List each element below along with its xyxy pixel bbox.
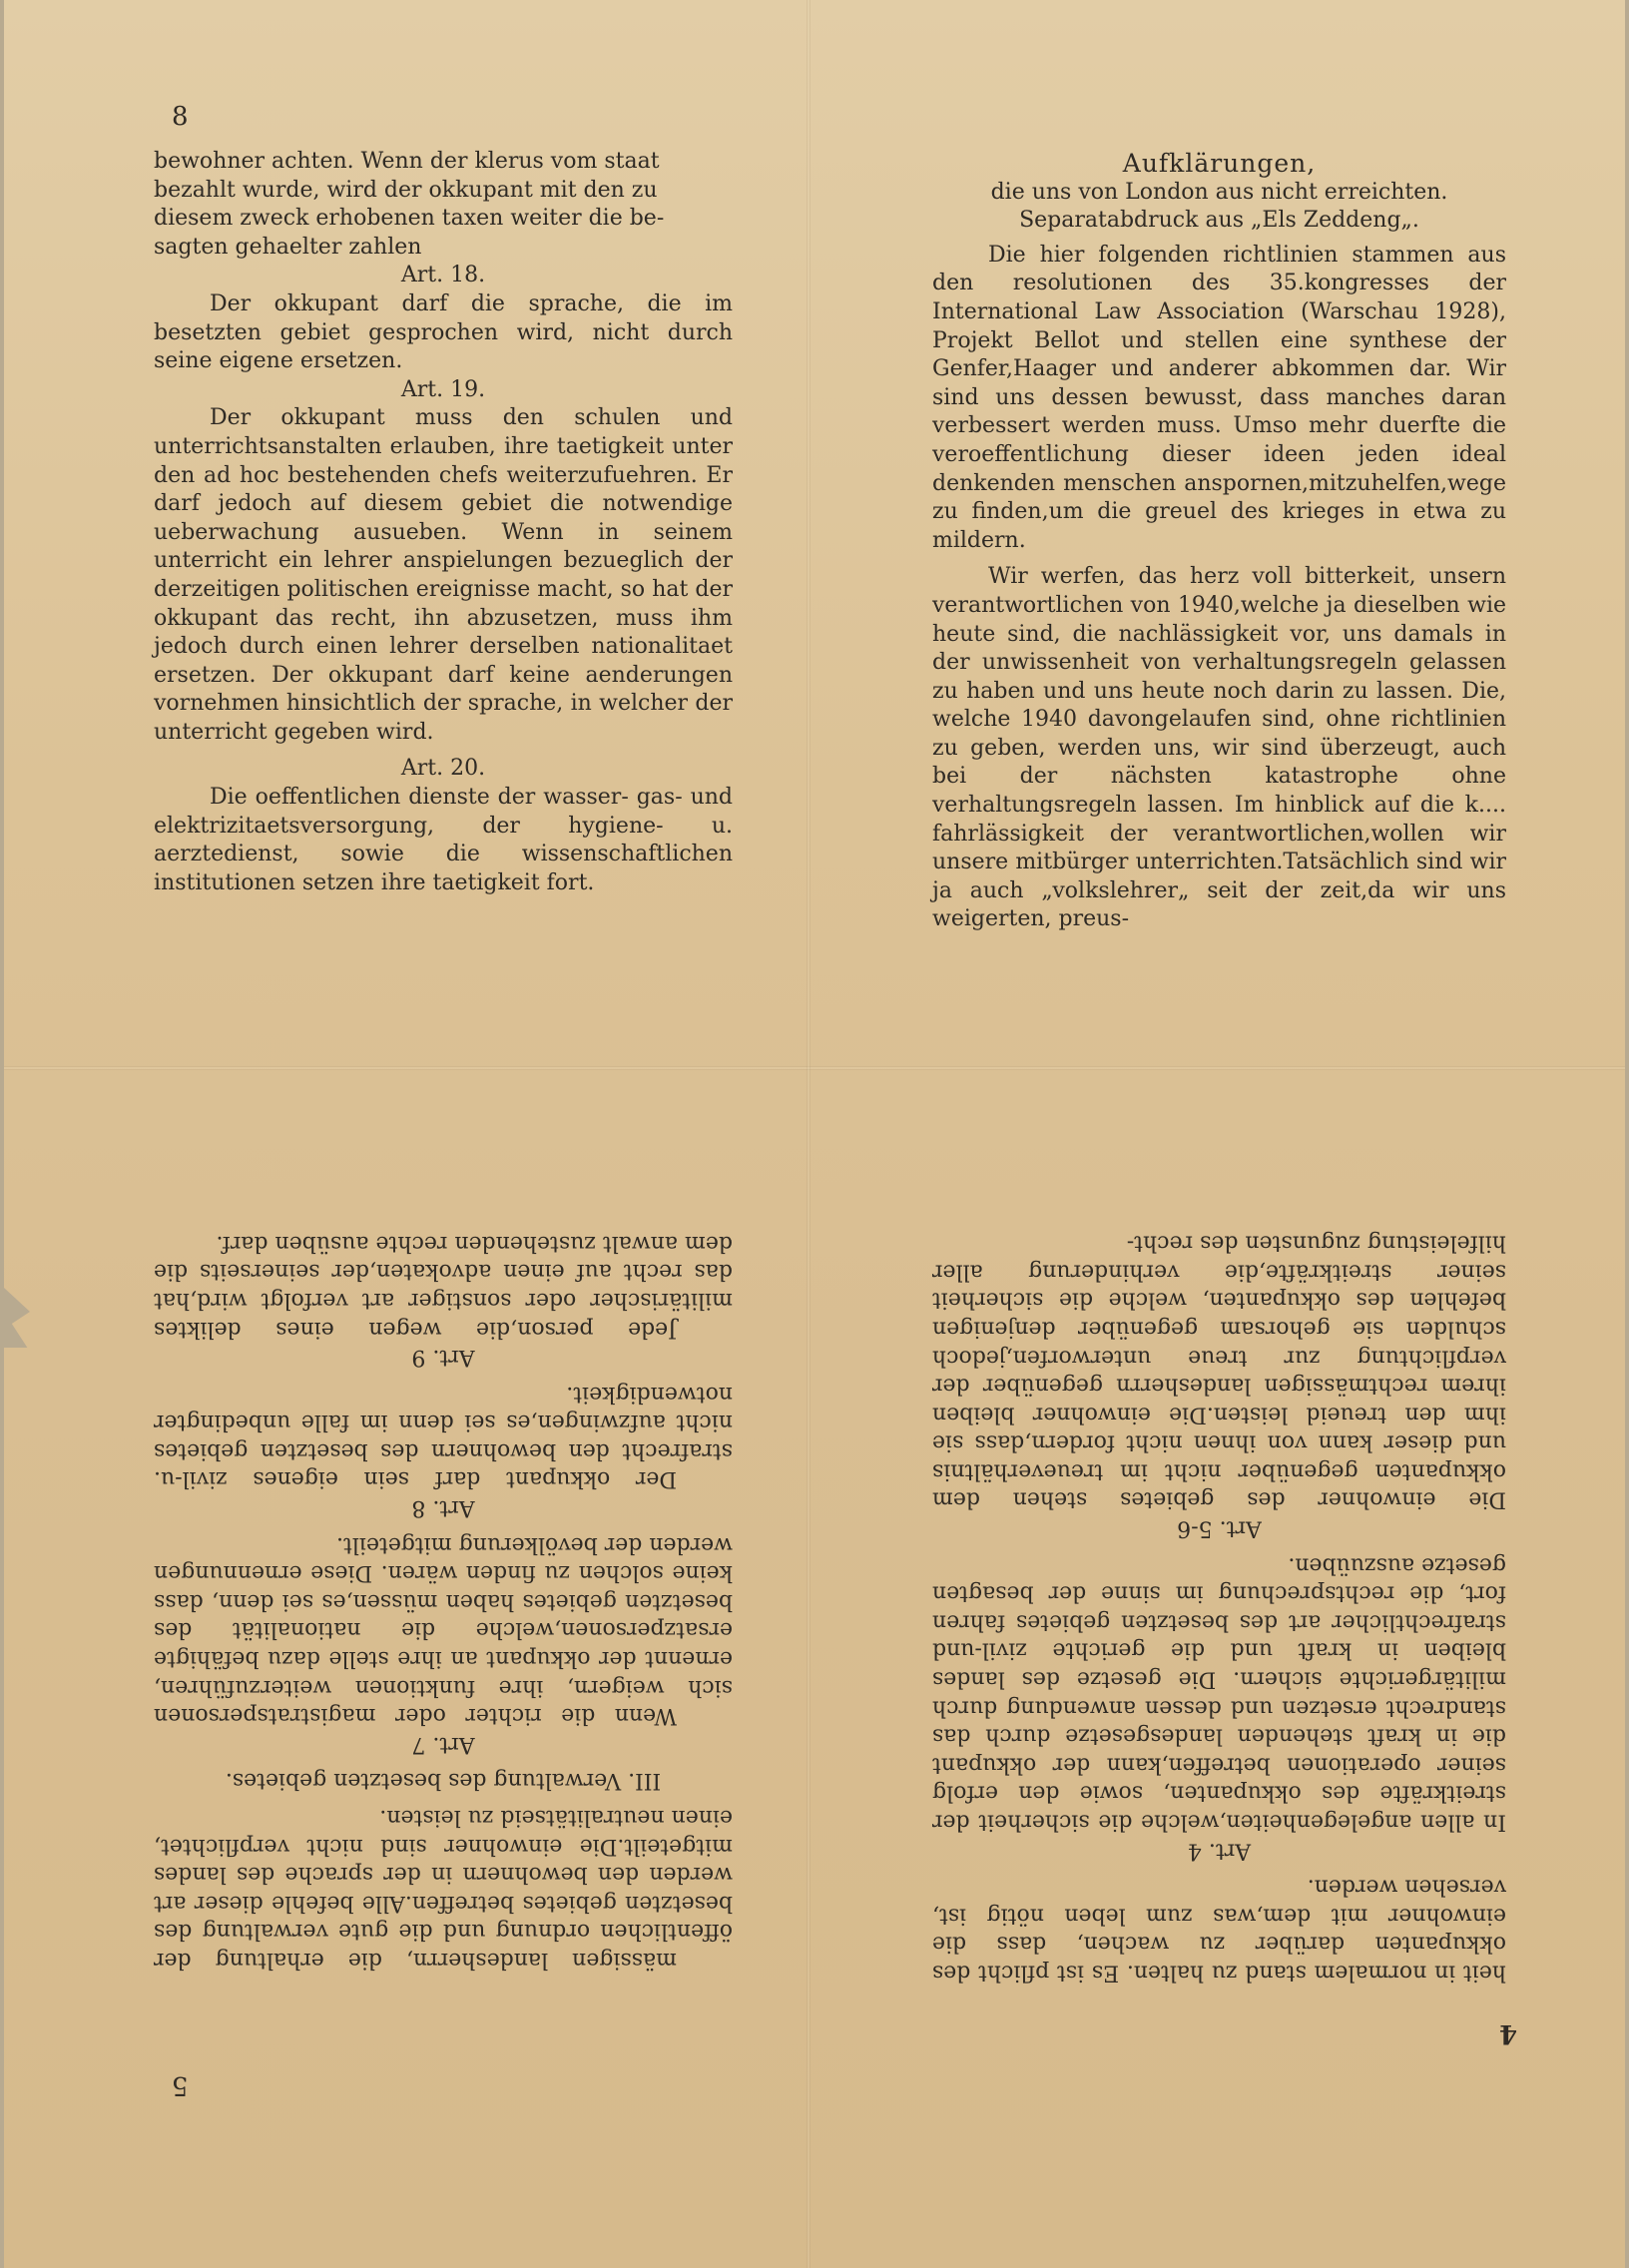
separatabdruck-note: Separatabdruck aus „Els Zeddeng„. — [1019, 208, 1419, 234]
p8-line-1: bewohner achten. Wenn der klerus vom staat — [154, 149, 660, 174]
horizontal-fold-crease — [4, 1066, 1625, 1070]
article-19-text: Der okkupant muss den schulen und unterrichtsanstalten erlauben, ihre taetigkeit unter den ad hoc bestehenden chefs weiterzufuehren. Er darf jedoch auf diesem gebiet die notwendige ueberwachung ausueben. Wenn in seinem unterricht ein lehrer anspielungen bezueglich der derzeitigen politischen ereignisse macht, so hat der okkupant das recht, ihn abzusetzen, muss ihm jedoch durch einen lehrer derselben nationalitaet ersetzen. Der okkupant darf keine aenderungen vornehmen hinsichtlich der sprache, in welcher der unterricht gegeben wird. — [154, 405, 733, 745]
section-iii-heading: III. Verwaltung des besetzten gebietes. — [225, 1768, 662, 1794]
aufklaerungen-paragraph-2: Wir werfen, das herz voll bitterkeit, unsern verantwortlichen von 1940,welche ja dieselben wie heute sind, die nachlässigkeit vor, uns damals in der unwissenheit von verhaltungsregeln gelassen zu haben und uns heute noch darin zu lassen. Die, welche 1940 davongelaufen sind, ohne richtlinien zu geben, werden uns, wir sind überzeugt, auch bei der nächsten katastrophe ohne verhaltungsregeln lassen. Im hinblick auf die k.... fahrlässigkeit der verantwortlichen,wollen wir unsere mitbürger unterrichten.Tatsächlich sind wir ja auch „volkslehrer„ seit der zeit,da wir uns weigerten, preus- — [932, 564, 1506, 932]
p4-intro: heit in normalem stand zu halten. Es ist pflicht des okkupanten darüber zu wachen, dass die einwohner mit dem,was zum leben nötig ist, versehen werden. — [932, 1874, 1506, 1985]
p8-line-2: bezahlt wurde, wird der okkupant mit den zu — [154, 177, 658, 203]
article-7-text: Wenn die richter oder magistratspersonen sich weigern, ihre funktionen weiterzuführen, ernennt der okkupant an ihre stelle dazu befähigte ersatzpersonen,welche die nationalität des besetzten gebietes haben müssen,es sei denn, dass keine solchen zu finden wären. Diese ernennungen werden der bevölkerung mitgeteilt. — [154, 1531, 733, 1729]
article-5-6-text: Die einwohner des gebietes stehen dem okkupanten gegenüber nicht im treueverhältnis und dieser kann von ihnen nicht fordern,dass sie ihm den treueid leisten.Die einwohner bleiben ihrem rechtmässigen landesherrn gegenüber der verpflichtung zur treue unterworfen,jedoch schulden sie gehorsam gegenüber denjenigen befehlen des okkupanten, welche die sicherheit seiner streitkräfte,die verhinderung aller hilfeleistung zugunsten des recht- — [932, 1230, 1506, 1512]
vertical-fold-crease — [807, 0, 811, 2268]
page-number-8: 8 — [172, 102, 189, 132]
page-number-4: 4 — [1499, 2018, 1518, 2048]
page-4-column-upside-down — [932, 1228, 1506, 1985]
page-number-5: 5 — [172, 2070, 189, 2100]
article-5-6-heading: Art. 5-6 — [1177, 1515, 1262, 1541]
article-18-text: Der okkupant darf die sprache, die im besetzten gebiet gesprochen wird, nicht durch seine eigene ersetzen. — [154, 290, 733, 374]
p8-line-4: sagten gehaelter zahlen — [154, 234, 422, 260]
article-4-heading: Art. 4 — [1187, 1838, 1252, 1864]
paper-tear — [4, 1288, 30, 1348]
article-9-text: Jede person,die wegen eines deliktes militärischer oder sonstiger art verfolgt wird,hat das recht auf einen advokaten,der seinerseits die dem anwalt zustehenden rechte ausüben darf. — [154, 1230, 733, 1342]
aufklaerungen-paragraph-1: Die hier folgenden richtlinien stammen aus den resolutionen des 35.kongresses der International Law Association (Warschau 1928), Projekt Bellot und stellen eine synthese der Genfer,Haager und anderer abkommen dar. Wir sind uns dessen bewusst, dass manches daran verbessert werden muss. Umso mehr duerfte die veroeffentlichung dieser ideen jeden ideal denkenden menschen anspornen,mitzuhelfen,wege zu finden,um die greuel des krieges in etwa zu mildern. — [932, 242, 1506, 553]
aufklaerungen-title: Aufklärungen, — [1122, 149, 1317, 178]
article-8-heading: Art. 8 — [411, 1494, 475, 1520]
page-5-column-upside-down — [154, 1228, 733, 1974]
article-18-heading: Art. 18. — [400, 263, 486, 288]
page-8-column — [154, 148, 733, 897]
article-7-heading: Art. 7 — [411, 1731, 475, 1757]
document-sheet — [4, 0, 1625, 2268]
article-9-heading: Art. 9 — [411, 1344, 475, 1370]
aufklaerungen-subtitle: die uns von London aus nicht erreichten. — [990, 179, 1448, 205]
aufklaerungen-column — [932, 150, 1506, 934]
article-20-heading: Art. 20. — [400, 756, 486, 782]
article-4-text: In allen angelegenheiten,welche die sicherheit der streitkräfte des okkupanten, sowie den erfolg seiner operationen betreffen,kann der okkupant die in kraft stehenden landesgesetze durch das standrecht ersetzen und dessen anwendung durch militärgerichte sichern. Die gesetze des landes bleiben in kraft und die gerichte zivil-und strafrechtlicher art des besetzten gebietes fahren fort, die rechtsprechung im sinne der besagten gesetze auszuüben. — [932, 1552, 1506, 1835]
p5-intro: mässigen landesherrn, die erhaltung der öffentlichen ordnung und die gute verwaltung des besetzten gebietes betreffen.Alle befehle dieser art werden den bewohnern in der sprache des landes mitgeteilt.Die einwohner sind nicht verpflichtet, einen neutralitätseid zu leisten. — [154, 1804, 733, 1973]
p8-line-3: diesem zweck erhobenen taxen weiter die be- — [154, 206, 665, 232]
article-19-heading: Art. 19. — [400, 376, 486, 402]
article-8-text: Der okkupant darf sein eigenes zivil-u. strafrecht den bewohnern des besetzten gebietes nicht aufzwingen,es sei denn im falle unbedingter notwendigkeit. — [154, 1381, 733, 1492]
article-20-text: Die oeffentlichen dienste der wasser- gas- und elektrizitaetsversorgung, der hygiene- u. aerztedienst, sowie die wissenschaftlichen institutionen setzen ihre taetigkeit fort. — [154, 785, 733, 895]
